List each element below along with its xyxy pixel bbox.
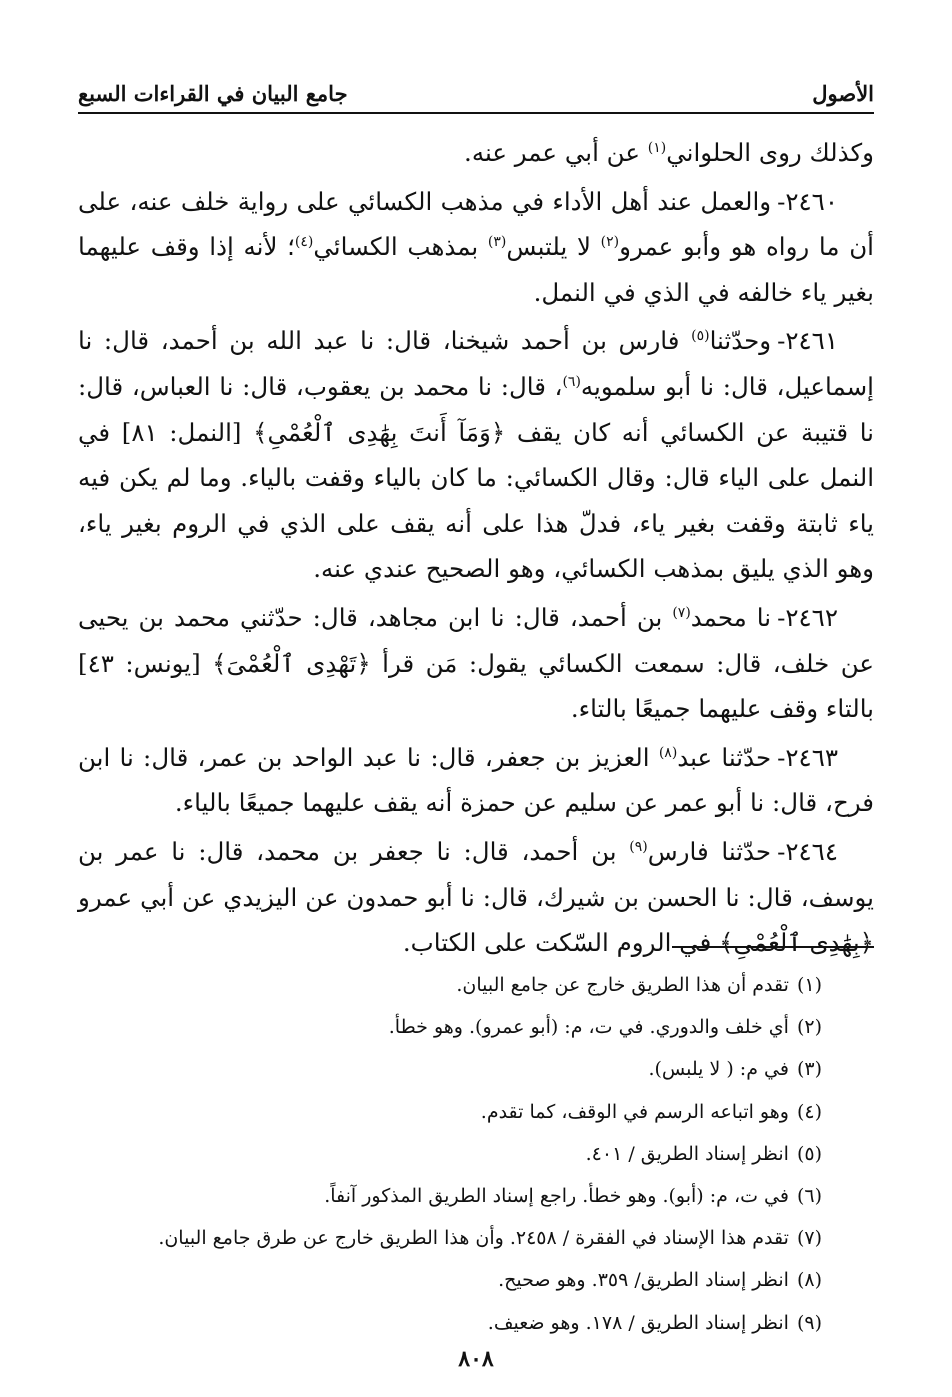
paragraph-number: ٢٤٦٠- <box>777 186 838 216</box>
paragraph <box>78 318 874 592</box>
footnote-ref: (٨) <box>658 744 678 761</box>
text-run: لا يلتبس <box>506 232 601 262</box>
text-run: [النمل: ٨١] في النمل على الياء قال: وقال الكسائي: ما كان بالياء وقفت بالياء. وما لم يكن فيه ياء ثابتة وقفت بغير ياء، فدلّ هذا على أنه يقف على الذي في الروم بغير ياء، وهو الذي يليق بمذهب الكسائي، وهو الصحيح عندي عنه. <box>78 417 874 584</box>
footnote-text: في ت، م: (أبو). وهو خطأ. راجع إسناد الطريق المذكور آنفاً. <box>324 1185 789 1208</box>
paragraph-number: ٢٤٦٣- <box>777 742 839 772</box>
footnote-ref: (١) <box>647 139 667 156</box>
paragraph <box>78 130 874 176</box>
page-number: ٨٠٨ <box>458 1346 494 1372</box>
footnote-text: تقدم هذا الإسناد في الفقرة / ٢٤٥٨. وأن هذا الطريق خارج عن طرق جامع البيان. <box>158 1227 789 1250</box>
section-title: الأصول <box>812 81 874 106</box>
quran-quote: ﴿تَهْدِى ٱلْعُمْىَ﴾ <box>212 648 371 678</box>
paragraph <box>78 595 874 732</box>
footnote <box>78 964 822 1006</box>
paragraph-number: ٢٤٦٤- <box>777 836 838 866</box>
footnote-number: (٤) <box>796 1100 822 1123</box>
footnote-ref: (٧) <box>672 604 691 621</box>
footnote-number: (٦) <box>796 1185 822 1208</box>
footnote-number: (٧) <box>796 1227 822 1250</box>
text-run: نا محمد <box>690 602 772 632</box>
footnote-number: (١) <box>796 974 822 996</box>
footnote-number: (٨) <box>796 1269 822 1292</box>
text-run: حدّثنا فارس <box>647 836 772 866</box>
text-run: والعمل عند أهل الأداء في مذهب الكسائي على رواية خلف عنه، على أن ما رواه هو وأبو عمرو <box>78 186 874 262</box>
footnote-text: في م: ( لا يلبس). <box>648 1058 789 1081</box>
quran-quote: ﴿بِهَٰدِى ٱلْعُمْىِ﴾ <box>719 928 874 958</box>
footnote-text: انظر إسناد الطريق/ ٣٥٩. وهو صحيح. <box>498 1269 789 1292</box>
main-text <box>78 130 874 969</box>
footnote <box>78 1175 822 1217</box>
text-run: وكذلك روى الحلواني <box>666 138 874 167</box>
paragraph <box>78 179 874 316</box>
footnote <box>78 1133 822 1175</box>
footnote-text: انظر إسناد الطريق / ٤٠١. <box>585 1142 789 1165</box>
footnote-text: تقدم أن هذا الطريق خارج عن جامع البيان. <box>456 974 789 996</box>
footnote <box>78 1006 822 1048</box>
footnote-text: انظر إسناد الطريق / ١٧٨. وهو ضعيف. <box>487 1311 789 1334</box>
quran-quote: ﴿وَمَآ أَنتَ بِهَٰدِى ٱلْعُمْىِ﴾ <box>253 417 506 447</box>
text-run: العزيز بن جعفر، قال: نا عبد الواحد بن عمر، قال: نا ابن فرح، قال: نا أبو عمر عن سليم عن حمزة أنه يقف عليهما جميعًا بالياء. <box>78 742 874 818</box>
footnote-ref: (٩) <box>629 838 648 855</box>
footnote-ref: (٢) <box>600 234 620 251</box>
footnote <box>78 1217 822 1259</box>
footnote-number: (٩) <box>796 1311 822 1334</box>
paragraph-number: ٢٤٦٢- <box>777 602 838 632</box>
text-run: عن أبي عمر عنه. <box>464 138 648 167</box>
book-title: جامع البيان في القراءات السبع <box>78 81 348 106</box>
text-run: [يونس: ٤٣] بالتاء وقف عليهما جميعًا بالتاء. <box>78 648 874 724</box>
text-run: بن أحمد، قال: نا ابن مجاهد، قال: حدّثني محمد بن يحيى عن خلف، قال: سمعت الكسائي يقول: مَن قرأ <box>78 602 874 678</box>
running-header <box>78 78 874 114</box>
text-run: بن أحمد، قال: نا جعفر بن محمد، قال: نا عمر بن يوسف، قال: نا الحسن بن شيرك، قال: نا أبو حمدون عن اليزيدي عن أبي عمرو <box>78 836 874 912</box>
text-run: فارس بن أحمد شيخنا، قال: نا عبد الله بن أحمد، قال: نا إسماعيل، قال: نا أبو سلمويه <box>78 326 874 401</box>
footnote-number: (٣) <box>796 1058 822 1081</box>
footnote-number: (٢) <box>796 1016 822 1039</box>
footnote <box>78 1048 822 1090</box>
text-run: بمذهب الكسائي <box>313 232 488 262</box>
paragraph-number: ٢٤٦١- <box>777 326 838 356</box>
text-run: حدّثنا عبد <box>677 742 772 772</box>
footnote-ref: (٣) <box>487 234 507 251</box>
text-run: ؛ لأنه إذا وقف عليهما بغير ياء خالفه في الذي في النمل. <box>78 232 874 307</box>
footnote-text: وهو اتباعه الرسم في الوقف، كما تقدم. <box>480 1100 789 1123</box>
footnotes <box>78 964 822 1344</box>
footnote <box>78 1091 822 1133</box>
text-run: في الروم السّكت على الكتاب. <box>402 928 720 958</box>
text-run: وحدّثنا <box>709 326 772 356</box>
footnote <box>78 1302 822 1344</box>
footnote-ref: (٦) <box>562 373 581 390</box>
footnote-ref: (٥) <box>691 328 710 345</box>
text-run: ، قال: نا محمد بن يعقوب، قال: نا العباس، قال: نا قتيبة عن الكسائي أنه كان يقف <box>78 371 874 447</box>
footnote-separator <box>672 946 874 948</box>
footnote-ref: (٤) <box>294 234 314 251</box>
footnote-number: (٥) <box>796 1142 822 1165</box>
paragraph <box>78 735 874 826</box>
footnote-text: أي خلف والدوري. في ت، م: (أبو عمرو). وهو خطأ. <box>388 1016 789 1039</box>
footnote <box>78 1259 822 1301</box>
